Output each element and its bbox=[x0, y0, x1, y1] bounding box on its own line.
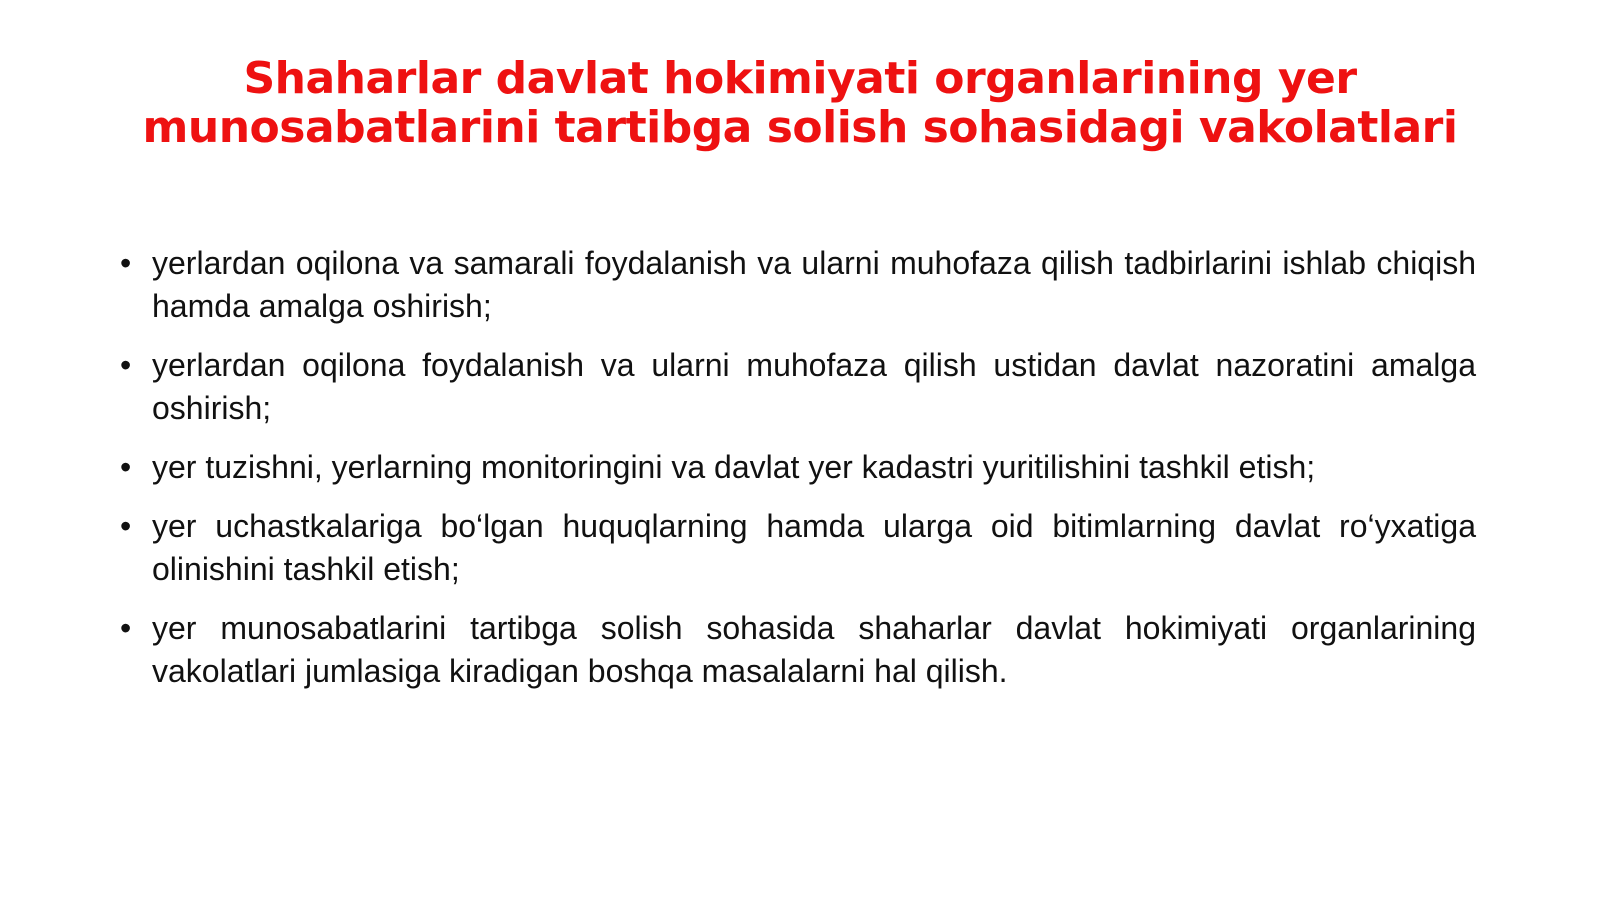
bullet-icon: • bbox=[120, 508, 132, 544]
bullet-icon: • bbox=[120, 347, 132, 383]
list-item bbox=[118, 607, 1476, 693]
list-item-text: yer munosabatlarini tartibga solish sohasida shaharlar davlat hokimiyati organlarining vakolatlari jumlasiga kiradigan boshqa masalalarni hal qilish. bbox=[152, 610, 1476, 689]
list-item-text: yer uchastkalariga bo‘lgan huquqlarning hamda ularga oid bitimlarning davlat ro‘yxatiga olinishini tashkil etish; bbox=[152, 508, 1476, 587]
bullet-icon: • bbox=[120, 449, 132, 485]
list-item bbox=[118, 446, 1476, 489]
bullet-icon: • bbox=[120, 610, 132, 646]
slide-title: Shaharlar davlat hokimiyati organlarining yer munosabatlarini tartibga solish sohasidagi vakolatlari bbox=[142, 53, 1458, 153]
list-item bbox=[118, 344, 1476, 430]
list-item-text: yerlardan oqilona foydalanish va ularni muhofaza qilish ustidan davlat nazoratini amalga oshirish; bbox=[152, 347, 1476, 426]
list-item-text: yer tuzishni, yerlarning monitoringini va davlat yer kadastri yuritilishini tashkil etish; bbox=[152, 449, 1316, 485]
bullet-icon: • bbox=[120, 245, 132, 281]
bullet-list bbox=[118, 242, 1476, 709]
list-item bbox=[118, 505, 1476, 591]
list-item-text: yerlardan oqilona va samarali foydalanish va ularni muhofaza qilish tadbirlarini ishlab chiqish hamda amalga oshirish; bbox=[152, 245, 1476, 324]
list-item bbox=[118, 242, 1476, 328]
